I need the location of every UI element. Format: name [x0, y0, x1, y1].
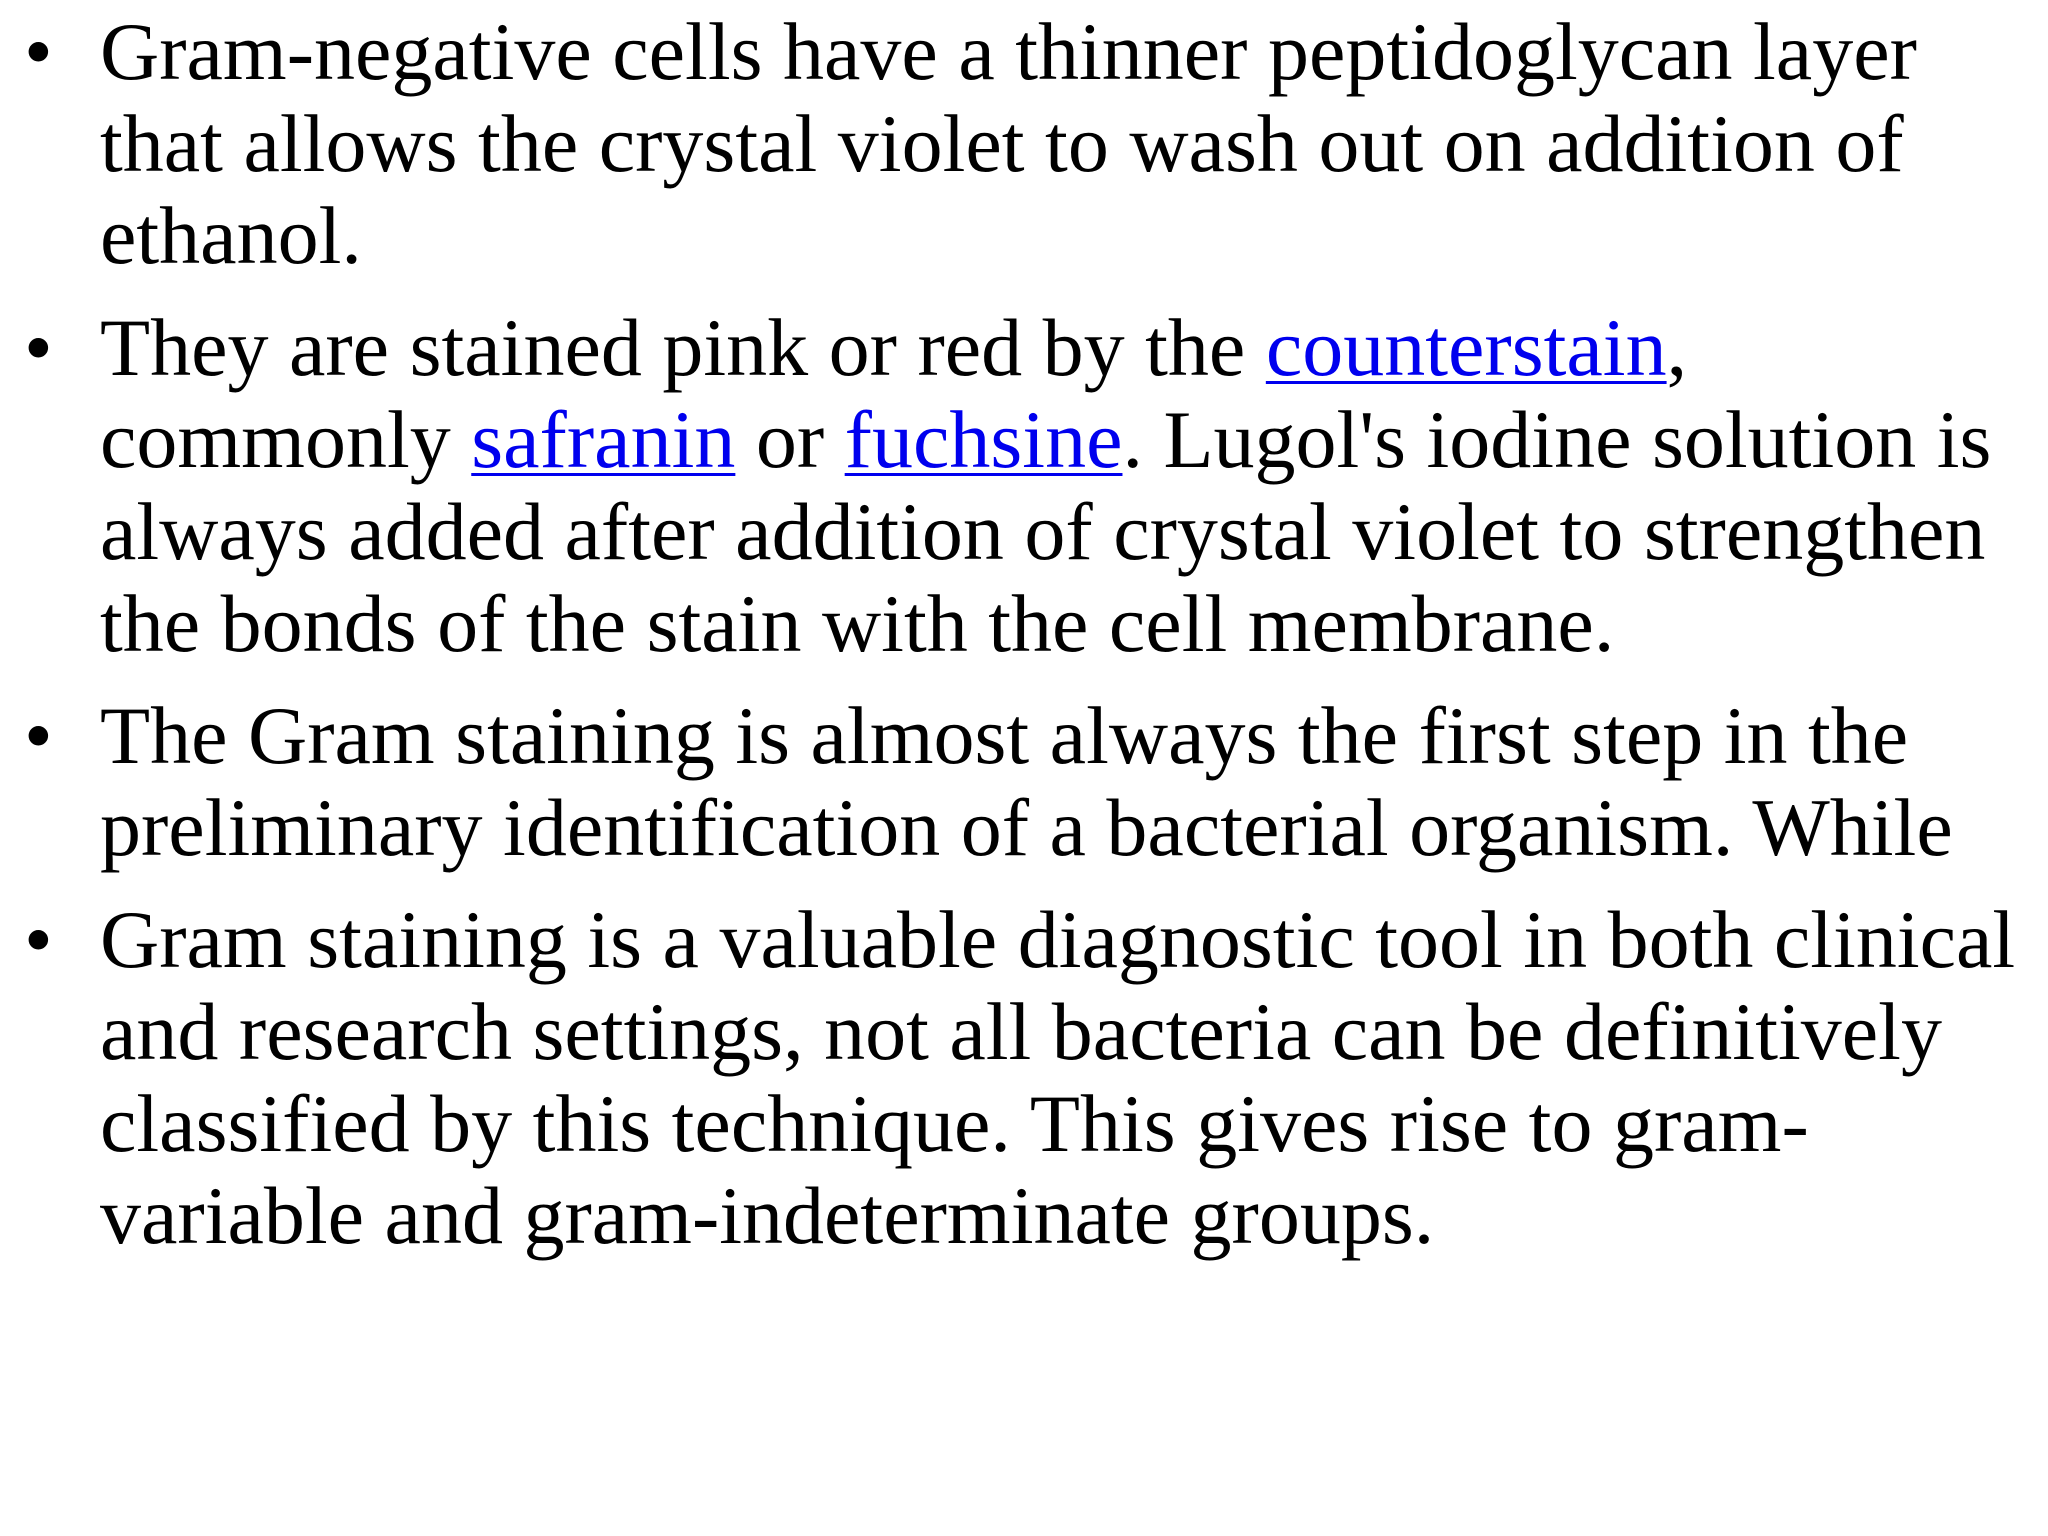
bullet-item-2	[24, 302, 2044, 670]
text-segment: They are stained pink or red by the	[100, 302, 1266, 393]
text-segment: , commonly	[100, 302, 1688, 485]
bullet-dot-icon: •	[24, 690, 53, 781]
bullet-item-3	[24, 690, 2044, 874]
bullet-text	[100, 302, 2044, 670]
bullet-text: Gram staining is a valuable diagnostic tool in both clinical and research settings, not all bacteria can be definitively classified by this technique. This gives rise to gram-variable and gram-indeterminate groups.	[100, 894, 2016, 1261]
bullet-item-1	[24, 6, 2044, 282]
counterstain-link[interactable]: counterstain	[1265, 302, 1667, 393]
bullet-dot-icon: •	[24, 302, 53, 393]
text-segment: or	[735, 394, 845, 485]
bullet-text: Gram-negative cells have a thinner peptidoglycan layer that allows the crystal violet to wash out on addition of ethanol.	[100, 6, 1917, 281]
bullet-list	[24, 6, 2044, 1282]
bullet-text: The Gram staining is almost always the first step in the preliminary identification of a bacterial organism. While	[100, 690, 1953, 873]
safranin-link[interactable]: safranin	[471, 394, 736, 485]
fuchsine-link[interactable]: fuchsine	[844, 394, 1123, 485]
text-segment: . Lugol's iodine solution is always added after addition of crystal violet to strengthen the bonds of the stain with the cell membrane.	[100, 394, 1992, 669]
bullet-dot-icon: •	[24, 6, 53, 97]
bullet-dot-icon: •	[24, 894, 53, 985]
bullet-item-4	[24, 894, 2044, 1262]
